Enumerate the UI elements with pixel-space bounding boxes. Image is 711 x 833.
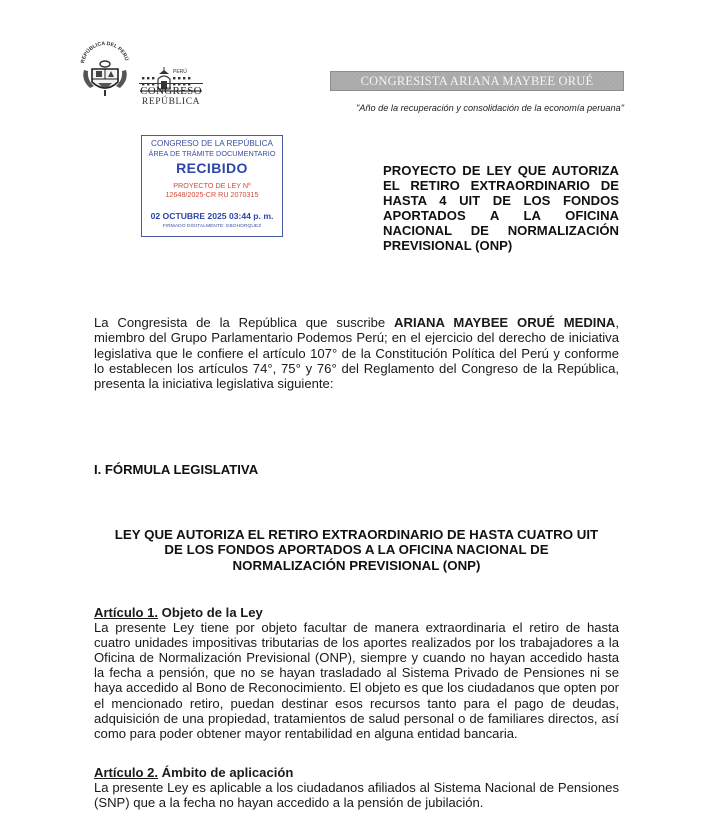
article-1-heading bbox=[94, 605, 619, 620]
law-title-line-2: DE LOS FONDOS APORTADOS A LA OFICINA NACIONAL DE bbox=[164, 542, 549, 558]
intro-before: La Congresista de la República que suscribe bbox=[94, 315, 395, 330]
year-motto: "Año de la recuperación y consolidación de la economía peruana" bbox=[355, 103, 624, 113]
article-2-number: Artículo 2. bbox=[94, 765, 159, 780]
law-title-line-3: NORMALIZACIÓN PREVISIONAL (ONP) bbox=[232, 557, 481, 573]
congresista-banner bbox=[330, 71, 624, 91]
logo-congreso-text: CONGRESO bbox=[140, 85, 202, 97]
logo-republica-text: REPÚBLICA bbox=[141, 97, 201, 107]
reception-stamp bbox=[141, 135, 283, 237]
stamp-area: ÁREA DE TRÁMITE DOCUMENTARIO bbox=[148, 149, 276, 158]
stamp-signed-by: FIRMADO DIGITALMENTE: EBOHORQUEZ bbox=[162, 224, 262, 229]
law-title-line-1: LEY QUE AUTORIZA EL RETIRO EXTRAORDINARIO DE HASTA CUATRO UIT bbox=[114, 527, 599, 542]
article-2-body: La presente Ley es aplicable a los ciudadanos afiliados al Sistema Nacional de Pensiones (SNP) que a la fecha no hayan accedido a la pensión de jubilación. bbox=[94, 780, 619, 811]
crest-label: REPÚBLICA DEL PERÚ bbox=[80, 40, 130, 64]
intro-paragraph bbox=[94, 315, 619, 391]
article-1-title: Objeto de la Ley bbox=[158, 605, 263, 620]
banner-text: CONGRESISTA ARIANA MAYBEE ORUÉ bbox=[360, 73, 594, 88]
stamp-status: RECIBIDO bbox=[176, 160, 248, 176]
stamp-datetime: 02 OCTUBRE 2025 03:44 p. m. bbox=[150, 211, 274, 221]
article-2-heading bbox=[94, 765, 619, 780]
logo-peru-text: PERÚ bbox=[173, 69, 187, 75]
intro-after: , miembro del Grupo Parlamentario Podemos Perú; en el ejercicio del derecho de iniciativa legislativa que le confiere el artículo 107° de la Constitución Política del Perú y conforme lo establecen los artículos 74°, 75° y 76° del Reglamento del Congreso de la República, presenta la iniciativa legislativa siguiente: bbox=[94, 315, 619, 392]
stamp-project-number: 12648/2025-CR RU 2070315 bbox=[165, 190, 259, 199]
article-1-body: La presente Ley tiene por objeto facultar de manera extraordinaria el retiro de hasta cuatro unidades impositivas tributarias de los aportes realizados por los trabajadores a la Oficina de Normalización Previsional (ONP), siempre y cuando no hayan accedido hasta la fecha a pensión, que no se hayan trasladado al Sistema Privado de Pensiones ni se haya accedido al Bono de Reconocimiento. El objeto es que los ciudadanos que opten por el mencionado retiro, puedan destinar esos recursos tanto para el pago de deudas, adquisición de una propiedad, tratamientos de salud personal o de familiares directos, así como para poder obtener mayor rentabilidad en alguna entidad bancaria. bbox=[94, 620, 619, 741]
stamp-institution: CONGRESO DE LA REPÚBLICA bbox=[151, 139, 273, 148]
peru-coat-of-arms-icon bbox=[78, 40, 132, 98]
law-title bbox=[94, 527, 619, 573]
project-title: PROYECTO DE LEY QUE AUTORIZA EL RETIRO EXTRAORDINARIO DE HASTA 4 UIT DE LOS FONDOS APORTADOS A LA OFICINA NACIONAL DE NORMALIZACIÓN PREVISIONAL (ONP) bbox=[383, 163, 619, 253]
article-2 bbox=[94, 765, 619, 810]
congresista-name: ARIANA MAYBEE ORUÉ MEDINA bbox=[394, 315, 616, 330]
article-1 bbox=[94, 605, 619, 741]
article-2-title: Ámbito de aplicación bbox=[158, 765, 294, 780]
section-heading: I. FÓRMULA LEGISLATIVA bbox=[94, 462, 259, 477]
article-1-number: Artículo 1. bbox=[94, 605, 159, 620]
stamp-project-label: PROYECTO DE LEY Nº bbox=[173, 181, 251, 190]
